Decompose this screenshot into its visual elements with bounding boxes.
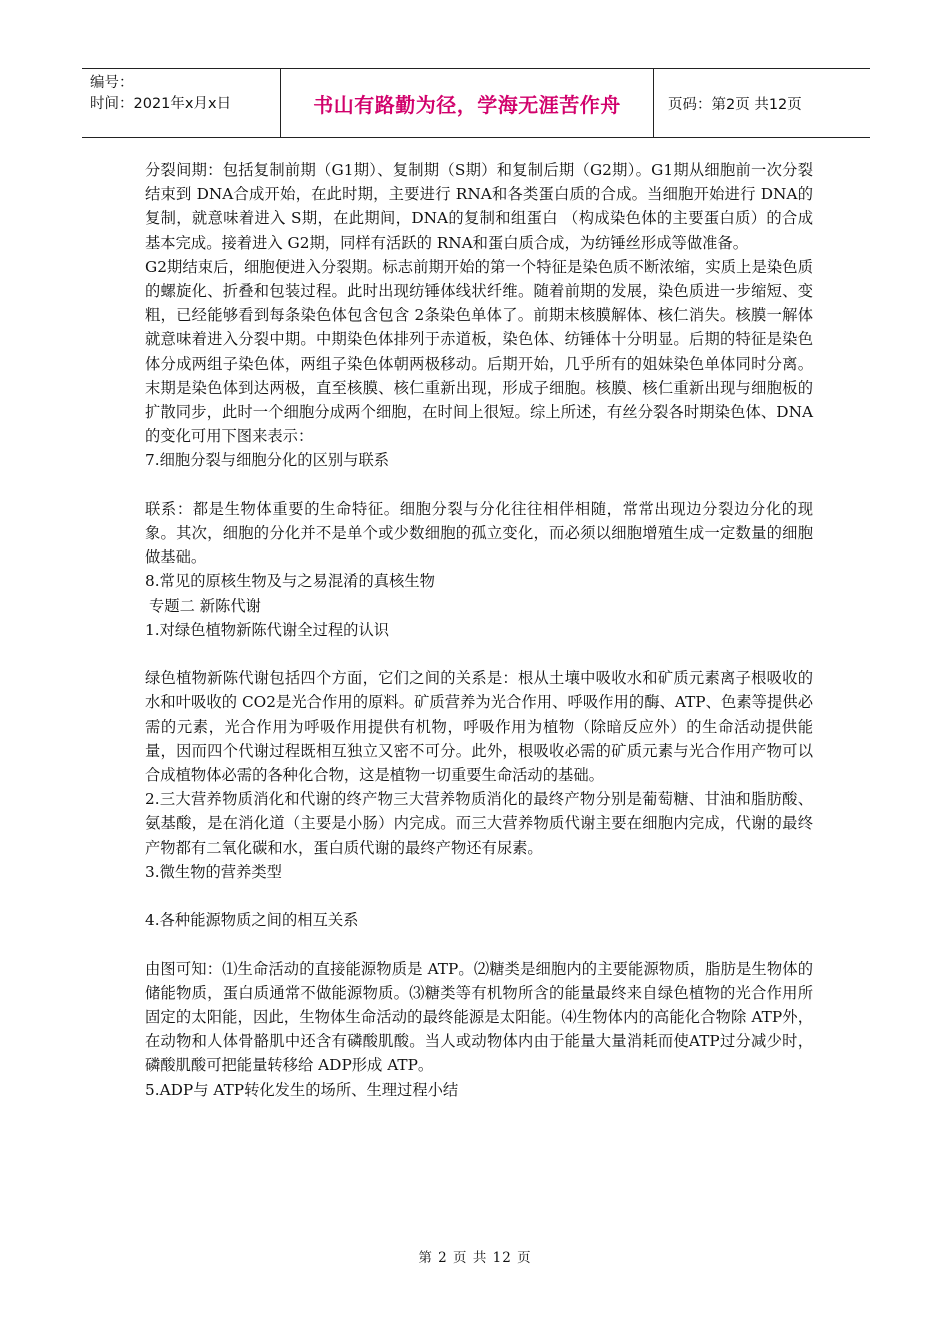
header-meta	[82, 69, 280, 137]
paragraph-interphase: 分裂间期：包括复制前期（G1期）、复制期（S期）和复制后期（G2期）。G1期从细胞前一次分裂结束到 DNA合成开始，在此时期，主要进行 RNA和各类蛋白质的合成。当细胞开始进行 DNA的复制，就意味着进入 S期，在此期间，DNA的复制和组蛋白 （构成染色体的主要蛋白质）的合成基本完成。接着进入 G2期，同样有活跃的 RNA和蛋白质合成，为纺锤丝形成等做准备。	[145, 161, 813, 252]
header-number-label: 编号：	[90, 75, 134, 91]
header-motto: 书山有路勤为径，学海无涯苦作舟	[280, 69, 654, 137]
paragraph-mitosis-phases: G2期结束后，细胞便进入分裂期。标志前期开始的第一个特征是染色质不断浓缩，实质上是染色质的螺旋化、折叠和包装过程。此时出现纺锤体线状纤维。随着前期的发展，染色质进一步缩短、变粗，已经能够看到每条染色体包含包含 2条染色单体了。前期末核膜解体、核仁消失。核膜一解体就意味着进入分裂中期。中期染色体排列于赤道板，染色体、纺锤体十分明显。后期的特征是染色体分成两组子染色体，两组子染色体朝两极移动。后期开始，几乎所有的姐妹染色单体同时分离。末期是染色体到达两极，直至核膜、核仁重新出现，形成子细胞。核膜、核仁重新出现与细胞板的扩散同步，此时一个细胞分成两个细胞，在时间上很短。综上所述，有丝分裂各时期染色体、DNA的变化可用下图来表示：	[145, 257, 813, 446]
heading-topic-2: 专题二 新陈代谢	[149, 596, 261, 615]
paragraph-plant-metabolism: 绿色植物新陈代谢包括四个方面，它们之间的关系是：根从土壤中吸收水和矿质元素离子根吸收的水和叶吸收的 CO2是光合作用的原料。矿质营养为光合作用、呼吸作用的酶、ATP、色素等提供必需的元素，光合作用为呼吸作用提供有机物，呼吸作用为植物（除暗反应外）的生命活动提供能量，因而四个代谢过程既相互独立又密不可分。此外，根吸收必需的矿质元素与光合作用产物可以合成植物体必需的各种化合物，这是植物一切重要生命活动的基础。	[145, 669, 813, 785]
page-header	[82, 68, 870, 138]
spacer	[145, 473, 813, 497]
paragraph-nutrient-products: 2.三大营养物质消化和代谢的终产物三大营养物质消化的最终产物分别是葡萄糖、甘油和脂肪酸、氨基酸，是在消化道（主要是小肠）内完成。而三大营养物质代谢主要在细胞内完成，代谢的最终产物都有二氧化碳和水，蛋白质代谢的最终产物还有尿素。	[145, 790, 813, 857]
header-date: 时间：2021年x月x日	[90, 96, 232, 112]
spacer	[145, 642, 813, 666]
heading-section-7: 7.细胞分裂与细胞分化的区别与联系	[145, 451, 390, 470]
spacer	[145, 932, 813, 956]
page-footer: 第 2 页 共 12 页	[418, 1250, 532, 1266]
header-page-code: 页码：第2页 共12页	[668, 96, 802, 113]
heading-section-8: 8.常见的原核生物及与之易混淆的真核生物	[145, 572, 435, 591]
heading-item-1: 1.对绿色植物新陈代谢全过程的认识	[145, 620, 390, 639]
spacer	[145, 884, 813, 908]
heading-item-4: 4.各种能源物质之间的相互关系	[145, 911, 359, 930]
paragraph-division-differentiation: 联系：都是生物体重要的生命特征。细胞分裂与分化往往相伴相随，常常出现边分裂边分化的现象。其次，细胞的分化并不是单个或少数细胞的孤立变化，而必须以细胞增殖生成一定数量的细胞做基础。	[145, 499, 813, 567]
heading-item-3: 3.微生物的营养类型	[145, 862, 282, 881]
document-body	[145, 158, 813, 1102]
heading-item-5: 5.ADP与 ATP转化发生的场所、生理过程小结	[145, 1080, 459, 1099]
paragraph-energy-substances: 由图可知：⑴生命活动的直接能源物质是 ATP。⑵糖类是细胞内的主要能源物质，脂肪是生物体的储能物质，蛋白质通常不做能源物质。⑶糖类等有机物所含的能量最终来自绿色植物的光合作用所固定的太阳能，因此，生物体生命活动的最终能源是太阳能。⑷生物体内的高能化合物除 ATP外，在动物和人体骨骼肌中还含有磷酸肌酸。当人或动物体内由于能量大量消耗而使ATP过分减少时，磷酸肌酸可把能量转移给 ADP形成 ATP。	[145, 959, 813, 1075]
